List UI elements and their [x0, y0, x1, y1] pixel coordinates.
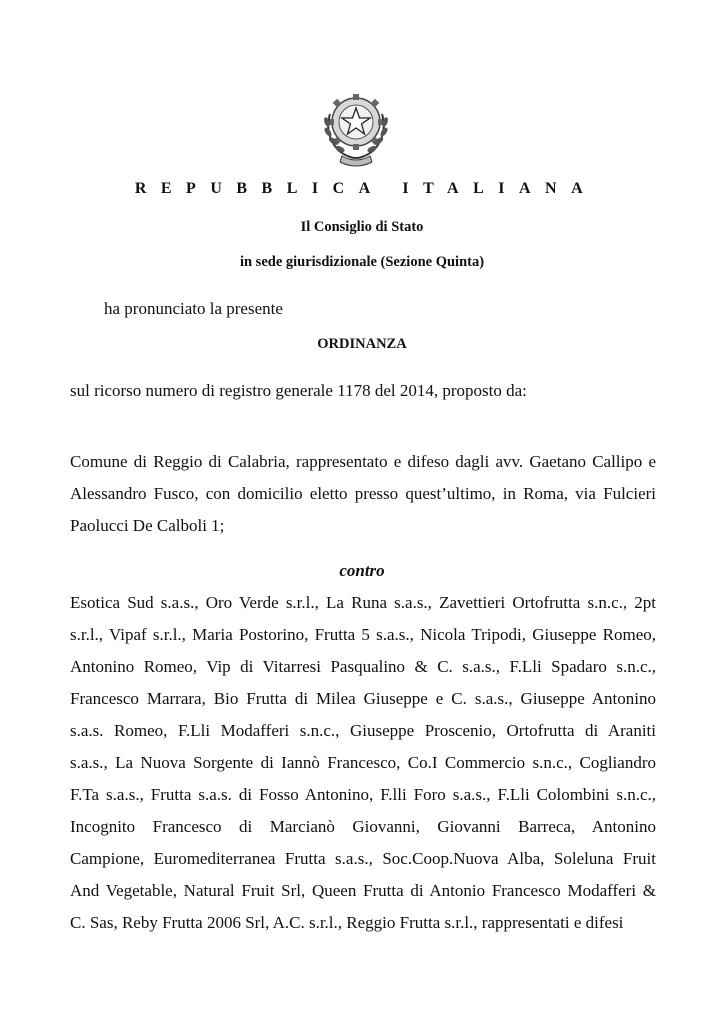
paragraph-line: Paolucci De Calboli 1; [70, 516, 225, 535]
appellant-paragraph [70, 446, 656, 542]
paragraph-line: Comune di Reggio di Calabria, rappresentato e difeso dagli avv. Gaetano Callipo e [70, 452, 656, 471]
council-section: in sede giurisdizionale (Sezione Quinta) [239, 254, 485, 270]
contro-heading: contro [339, 561, 385, 580]
paragraph-line: Campione, Euromediterranea Frutta s.a.s., Soc.Coop.Nuova Alba, Soleluna Fruit [70, 849, 656, 868]
intro-text: ha pronunciato la presente [104, 299, 283, 318]
paragraph-line: Incognito Francesco di Marcianò Giovanni, Giovanni Barreca, Antonino [70, 817, 656, 836]
paragraph-line: s.r.l., Vipaf s.r.l., Maria Postorino, Frutta 5 s.a.s., Nicola Tripodi, Giuseppe Romeo, [70, 625, 656, 644]
council-name: Il Consiglio di Stato [300, 219, 424, 235]
paragraph-line: Alessandro Fusco, con domicilio eletto presso quest’ultimo, in Roma, via Fulcieri [70, 484, 656, 503]
paragraph-line: Francesco Marrara, Bio Frutta di Milea Giuseppe e C. s.a.s., Giuseppe Antonino [70, 689, 656, 708]
paragraph-line: Antonino Romeo, Vip di Vitarresi Pasqualino & C. s.a.s., F.Lli Spadaro s.n.c., [70, 657, 656, 676]
republic-heading: REPUBBLICA ITALIANA [134, 180, 598, 197]
document-type-title: ORDINANZA [317, 336, 407, 352]
respondents-paragraph [70, 587, 656, 939]
paragraph-line: s.a.s. Romeo, F.Lli Modafferi s.n.c., Giuseppe Proscenio, Ortofrutta di Araniti [70, 721, 656, 740]
paragraph-line: C. Sas, Reby Frutta 2006 Srl, A.C. s.r.l., Reggio Frutta s.r.l., rappresentati e difesi [70, 913, 624, 932]
ricorso-statement: sul ricorso numero di registro generale 1178 del 2014, proposto da: [70, 381, 527, 400]
paragraph-line: F.Ta s.a.s., Frutta s.a.s. di Fosso Antonino, F.lli Foro s.a.s., F.Lli Colombini s.n.c., [70, 785, 656, 804]
paragraph-line: And Vegetable, Natural Fruit Srl, Queen Frutta di Antonio Francesco Modafferi & [70, 881, 656, 900]
paragraph-line: Esotica Sud s.a.s., Oro Verde s.r.l., La Runa s.a.s., Zavettieri Ortofrutta s.n.c., 2pt [70, 593, 656, 612]
italian-republic-emblem-icon [316, 84, 396, 168]
paragraph-line: s.a.s., La Nuova Sorgente di Iannò Francesco, Co.I Commercio s.n.c., Cogliandro [70, 753, 656, 772]
